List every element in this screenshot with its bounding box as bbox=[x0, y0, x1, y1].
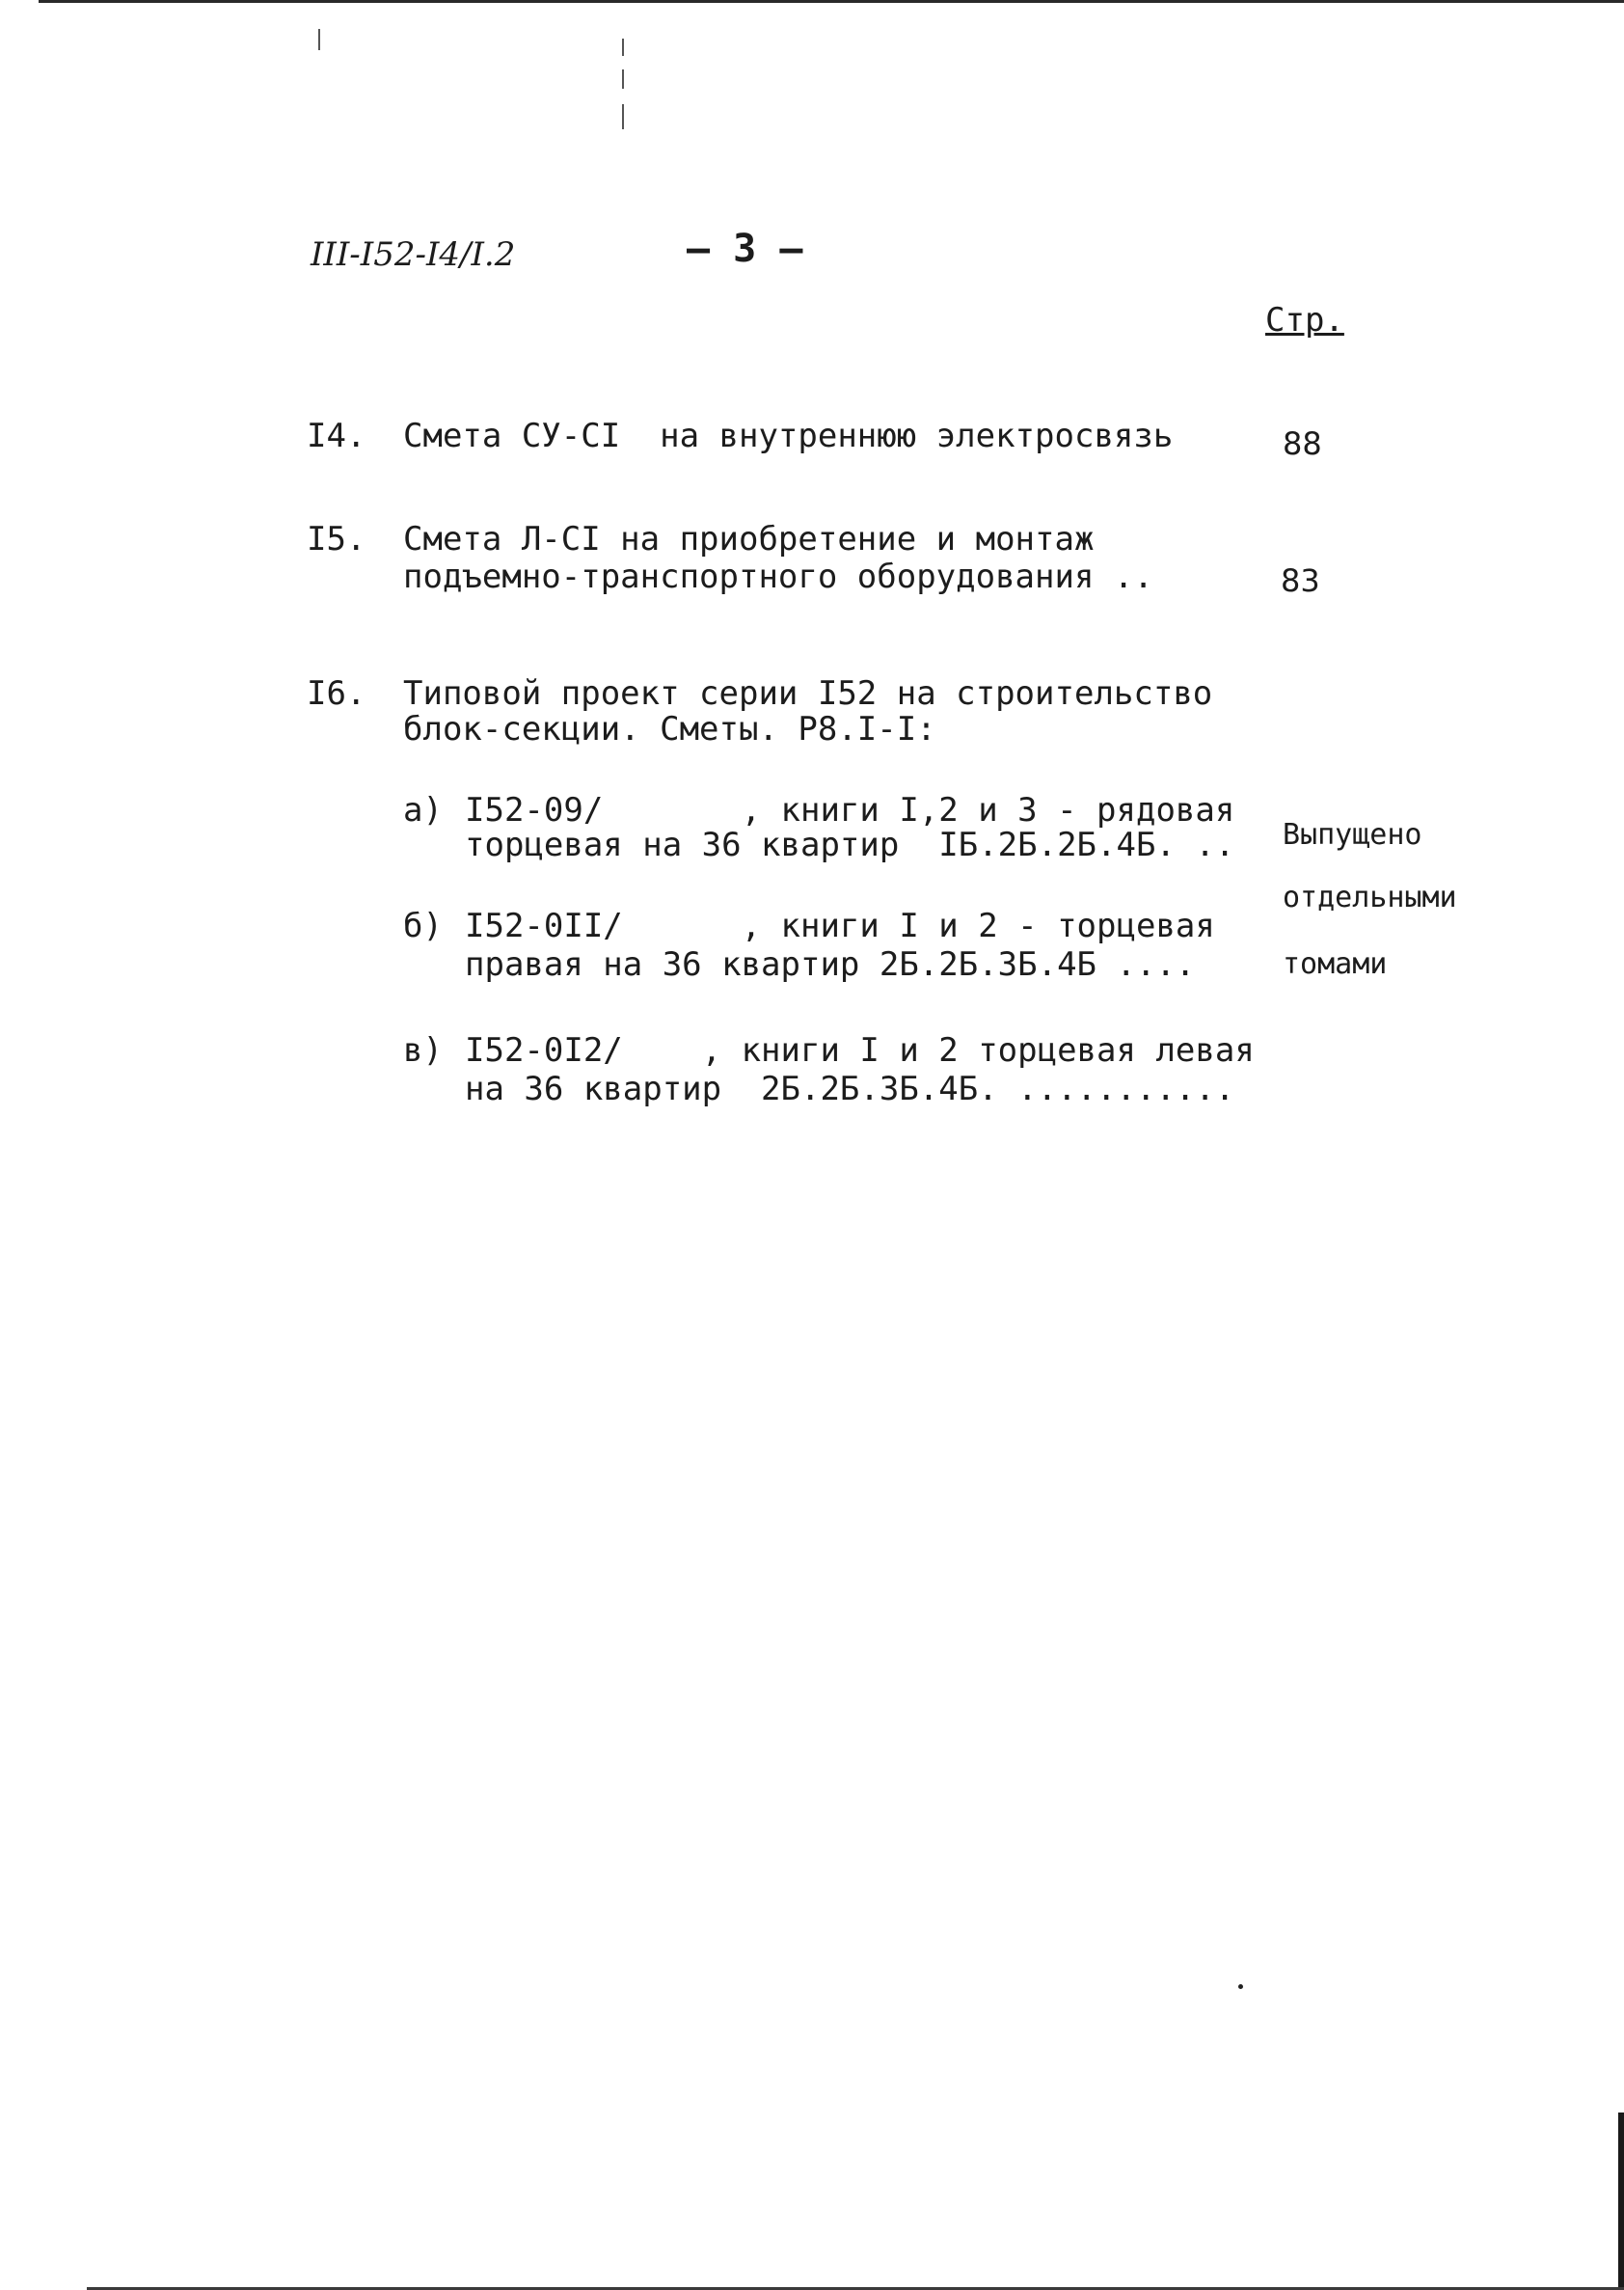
scan-edge-top bbox=[39, 0, 1624, 3]
subentry-line: I52-09/ , книги I,2 и 3 - рядовая bbox=[465, 791, 1235, 830]
entry-line: подъемно-транспортного оборудования .. bbox=[403, 558, 1153, 596]
side-note-line: томами bbox=[1283, 947, 1388, 981]
entry-number: I5. bbox=[307, 520, 366, 559]
entry-number: I4. bbox=[307, 417, 366, 455]
entry-line: Типовой проект серии I52 на строительство bbox=[403, 674, 1213, 713]
subentry-line: I52-0II/ , книги I и 2 - торцевая bbox=[465, 907, 1215, 945]
subentry-line: I52-0I2/ , книги I и 2 торцевая левая bbox=[465, 1031, 1255, 1070]
entry-number: I6. bbox=[307, 674, 366, 713]
subentry-label: в) bbox=[403, 1031, 443, 1070]
entry-line: Смета СУ-СI на внутреннюю электросвязь bbox=[403, 417, 1174, 455]
subentry-label: а) bbox=[403, 791, 443, 830]
entry-line: Смета Л-СI на приобретение и монтаж bbox=[403, 520, 1095, 559]
entry-line: блок-секции. Сметы. Р8.I-I: bbox=[403, 710, 936, 749]
side-note-line: Выпущено bbox=[1283, 818, 1422, 852]
page-number: – 3 – bbox=[687, 227, 803, 271]
subentry-line: правая на 36 квартир 2Б.2Б.3Б.4Б .... bbox=[465, 945, 1196, 984]
subentry-label: б) bbox=[403, 907, 443, 945]
scan-mark bbox=[622, 39, 624, 56]
subentry-line: торцевая на 36 квартир IБ.2Б.2Б.4Б. .. bbox=[465, 826, 1235, 864]
subentry-line: на 36 квартир 2Б.2Б.3Б.4Б. ........... bbox=[465, 1070, 1235, 1108]
entry-page: 83 bbox=[1281, 562, 1320, 599]
scan-mark bbox=[318, 29, 320, 50]
entry-page: 88 bbox=[1283, 425, 1322, 462]
scan-mark bbox=[622, 104, 624, 129]
page-column-label: Стр. bbox=[1265, 301, 1344, 340]
side-note-line: отдельными bbox=[1283, 881, 1457, 914]
scan-mark bbox=[622, 69, 624, 89]
scan-speck bbox=[1238, 1984, 1243, 1989]
scan-edge-right bbox=[1618, 2113, 1624, 2290]
document-code: III-I52-I4/I.2 bbox=[311, 235, 516, 274]
